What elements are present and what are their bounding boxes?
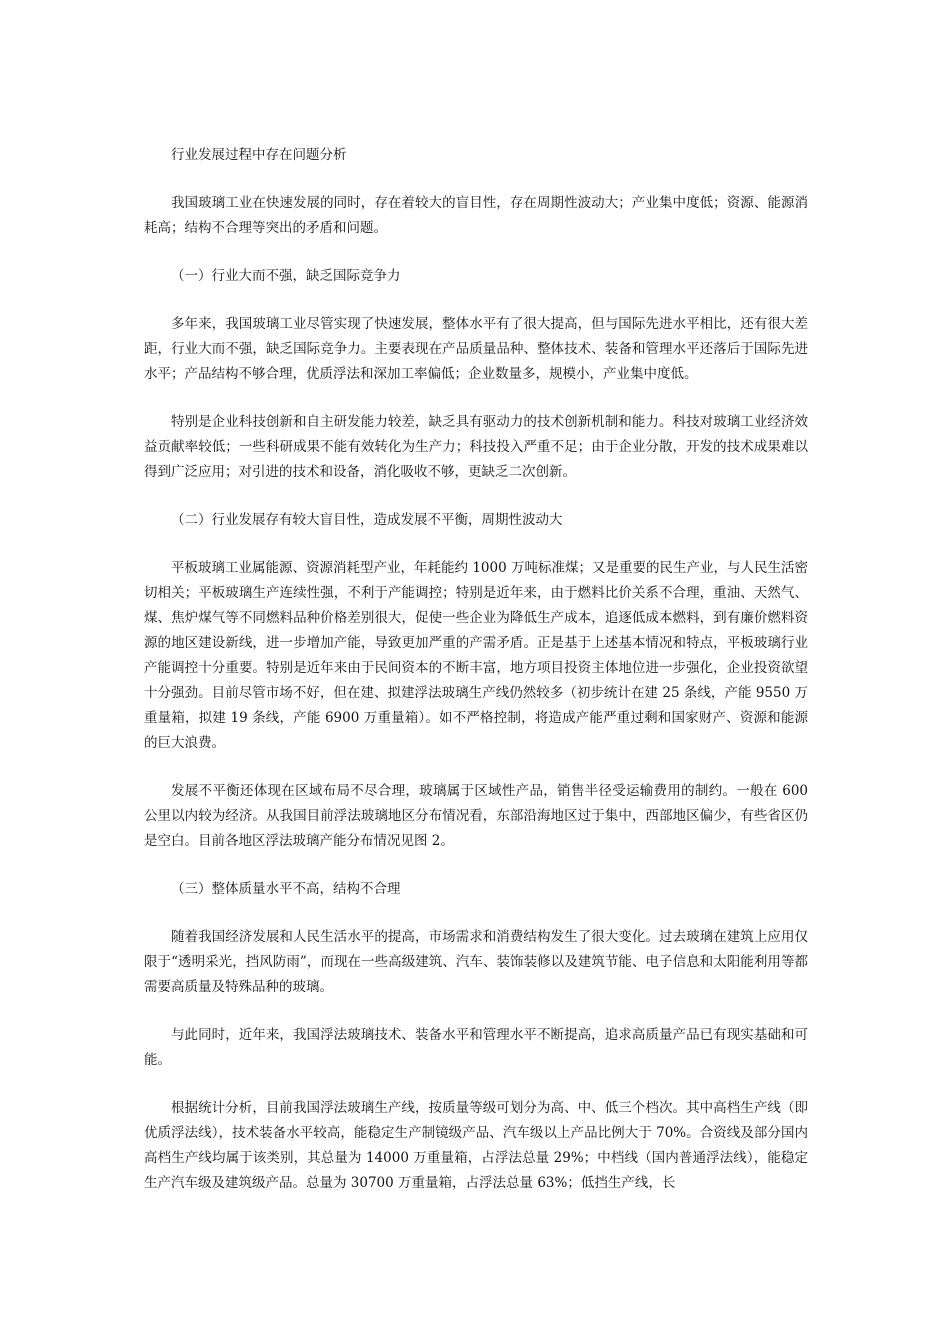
document-body: [144, 143, 808, 1219]
paragraph-2-1: 平板玻璃工业属能源、资源消耗型产业，年耗能约 1000 万吨标准煤；又是重要的民生产业，与人民生活密切相关；平板玻璃生产连续性强，不利于产能调控；特别是近年来，由于燃料比价关系不合理，重油、天然气、煤、焦炉煤气等不同燃料品种价格差别很大，促使一些企业为降低生产成本，追逐低成本燃料，到有廉价燃料资源的地区建设新线，进一步增加产能，导致更加严重的产需矛盾。正是基于上述基本情况和特点，平板玻璃行业产能调控十分重要。特别是近年来由于民间资本的不断丰富，地方项目投资主体地位进一步强化，企业投资欲望十分强劲。目前尽管市场不好，但在建、拟建浮法玻璃生产线仍然较多（初步统计在建 25 条线，产能 9550 万重量箱，拟建 19 条线，产能 6900 万重量箱）。如不严格控制，将造成产能严重过剩和国家财产、资源和能源的巨大浪费。: [144, 560, 808, 751]
paragraph-1-1: 多年来，我国玻璃工业尽管实现了快速发展，整体水平有了很大提高，但与国际先进水平相比，还有很大差距，行业大而不强，缺乏国际竞争力。主要表现在产品质量品种、整体技术、装备和管理水平还落后于国际先进水平；产品结构不够合理，优质浮法和深加工率偏低；企业数量多，规模小，产业集中度低。: [144, 316, 808, 382]
section-heading-3: （三）整体质量水平不高，结构不合理: [171, 881, 401, 897]
section-heading-2: （二）行业发展存有较大盲目性，造成发展不平衡，周期性波动大: [171, 512, 563, 528]
paragraph-1-2: 特别是企业科技创新和自主研发能力较差，缺乏具有驱动力的技术创新机制和能力。科技对玻璃工业经济效益贡献率较低；一些科研成果不能有效转化为生产力；科技投入严重不足；由于企业分散，开发的技术成果难以得到广泛应用；对引进的技术和设备，消化吸收不够，更缺乏二次创新。: [144, 414, 808, 480]
section-heading-1: （一）行业大而不强，缺乏国际竞争力: [171, 268, 401, 284]
paragraph-3-2: 与此同时，近年来，我国浮法玻璃技术、装备水平和管理水平不断提高，追求高质量产品已有现实基础和可能。: [144, 1027, 808, 1068]
document-title: 行业发展过程中存在问题分析: [171, 147, 347, 163]
paragraph-3-3: 根据统计分析，目前我国浮法玻璃生产线，按质量等级可划分为高、中、低三个档次。其中高档生产线（即优质浮法线），技术装备水平较高，能稳定生产制镜级产品、汽车级以上产品比例大于 70%。合资线及部分国内高档生产线均属于该类别，其总量为 14000 万重量箱，占浮法总量 29%；中档线（国内普通浮法线），能稳定生产汽车级及建筑级产品。总量为 30700 万重量箱，占浮法总量 63%；低挡生产线，长: [144, 1100, 808, 1191]
paragraph-3-1: 随着我国经济发展和人民生活水平的提高，市场需求和消费结构发生了很大变化。过去玻璃在建筑上应用仅限于“透明采光，挡风防雨”，而现在一些高级建筑、汽车、装饰装修以及建筑节能、电子信息和太阳能利用等都需要高质量及特殊品种的玻璃。: [144, 929, 808, 995]
paragraph-2-2: 发展不平衡还体现在区域布局不尽合理，玻璃属于区域性产品，销售半径受运输费用的制约。一般在 600 公里以内较为经济。从我国目前浮法玻璃地区分布情况看，东部沿海地区过于集中，西部地区偏少，有些省区仍是空白。目前各地区浮法玻璃产能分布情况见图 2。: [144, 783, 808, 849]
paragraph-intro: 我国玻璃工业在快速发展的同时，存在着较大的盲目性，存在周期性波动大；产业集中度低；资源、能源消耗高；结构不合理等突出的矛盾和问题。: [144, 195, 808, 236]
